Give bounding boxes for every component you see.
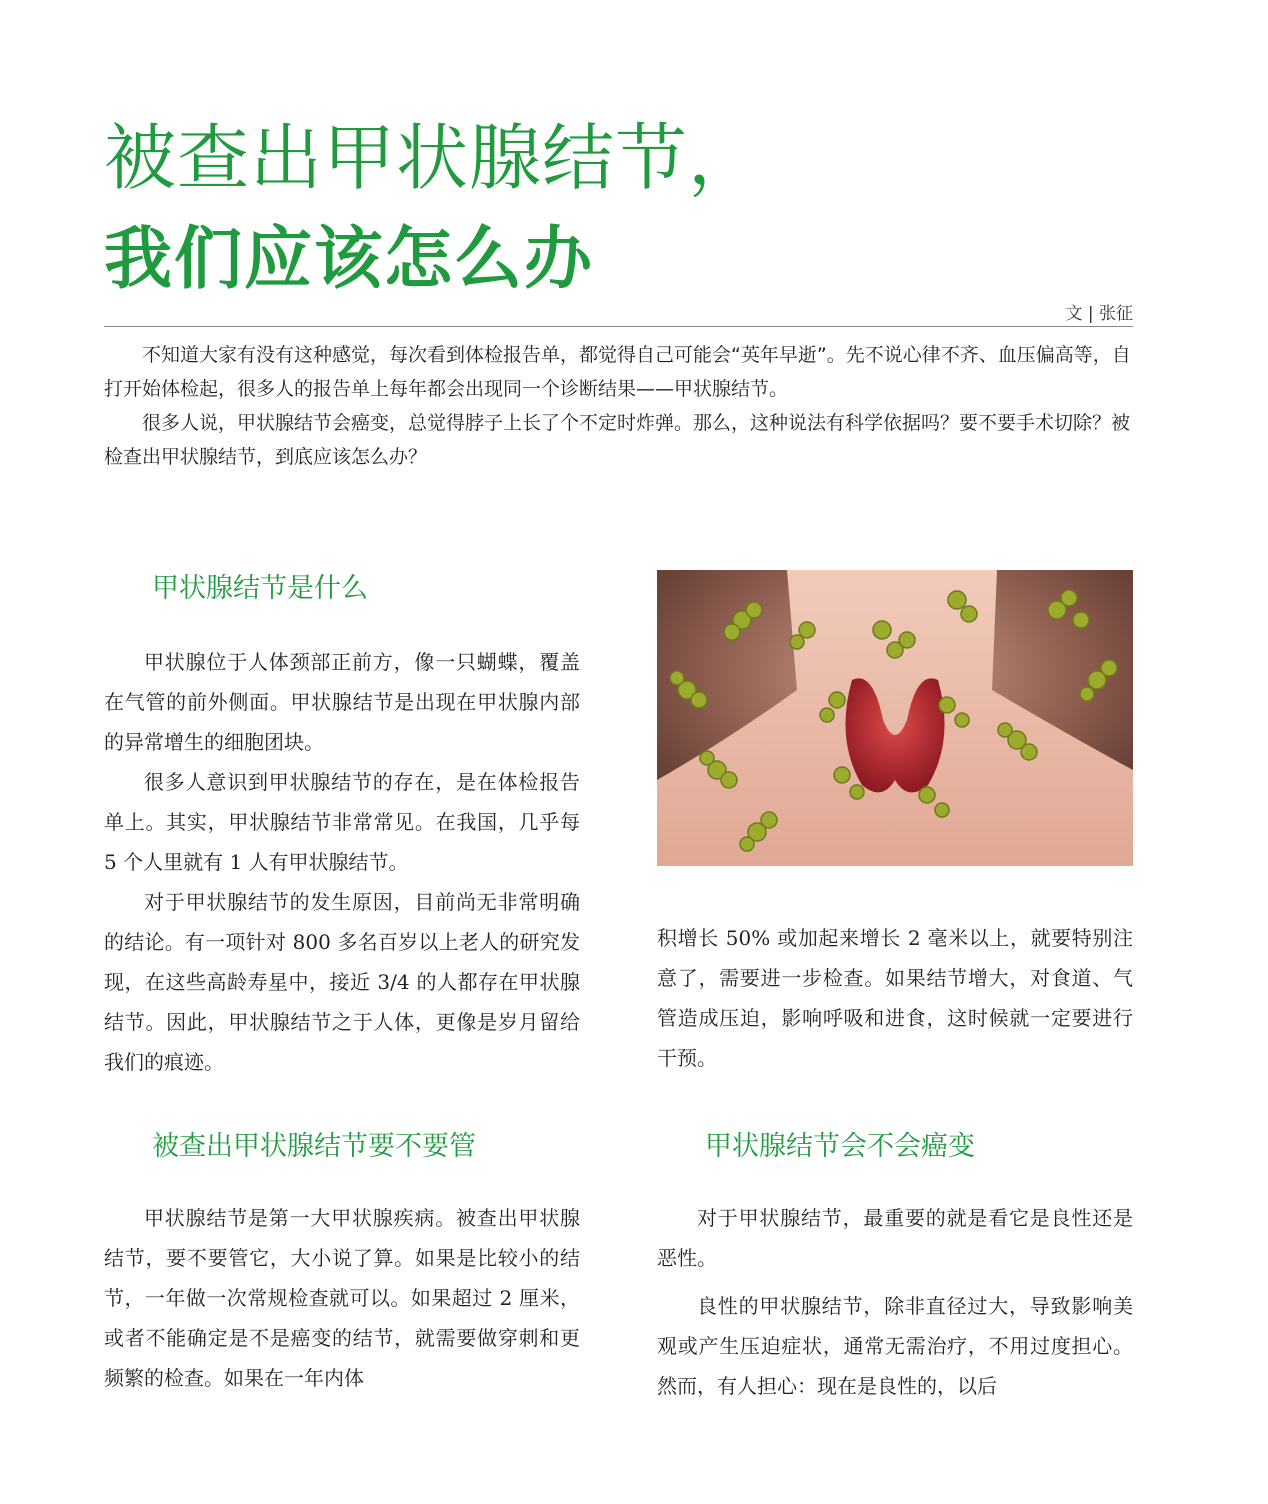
body-paragraph: 很多人意识到甲状腺结节的存在，是在体检报告单上。其实，甲状腺结节非常常见。在我国，几乎每 5 个人里就有 1 人有甲状腺结节。	[104, 770, 580, 874]
body-paragraph: 对于甲状腺结节的发生原因，目前尚无非常明确的结论。有一项针对 800 多名百岁以上老人的研究发现，在这些高龄寿星中，接近 3/4 的人都存在甲状腺结节。因此，甲状腺结节之于人体，更像是岁月留给我们的痕迹。	[104, 890, 580, 1074]
section-heading-manage: 被查出甲状腺结节要不要管	[152, 1131, 476, 1162]
intro-paragraph: 很多人说，甲状腺结节会癌变，总觉得脖子上长了个不定时炸弹。那么，这种说法有科学依据吗？要不要手术切除？被检查出甲状腺结节，到底应该怎么办？	[104, 412, 1131, 468]
section-heading-what: 甲状腺结节是什么	[152, 573, 368, 604]
intro	[104, 338, 1136, 474]
article-title-line1: 被查出甲状腺结节，	[104, 116, 762, 200]
section-manage-body-continued	[657, 918, 1133, 1078]
body-paragraph: 对于甲状腺结节，最重要的就是看它是良性还是恶性。	[657, 1206, 1133, 1270]
body-paragraph: 甲状腺位于人体颈部正前方，像一只蝴蝶，覆盖在气管的前外侧面。甲状腺结节是出现在甲状腺内部的异常增生的细胞团块。	[104, 650, 580, 754]
section-manage-body	[104, 1198, 580, 1398]
intro-paragraph: 不知道大家有没有这种感觉，每次看到体检报告单，都觉得自己可能会“英年早逝”。先不说心律不齐、血压偏高等，自打开始体检起，很多人的报告单上每年都会出现同一个诊断结果——甲状腺结节。	[104, 344, 1131, 400]
section-what-body	[104, 642, 580, 1082]
section-heading-cancer: 甲状腺结节会不会癌变	[705, 1131, 975, 1162]
thyroid-illustration	[657, 570, 1133, 866]
body-paragraph: 良性的甲状腺结节，除非直径过大，导致影响美观或产生压迫症状，通常无需治疗，不用过度担心。然而，有人担心：现在是良性的，以后	[657, 1294, 1133, 1398]
body-paragraph: 甲状腺结节是第一大甲状腺疾病。被查出甲状腺结节，要不要管它，大小说了算。如果是比较小的结节，一年做一次常规检查就可以。如果超过 2 厘米，或者不能确定是不是癌变的结节，就需要做穿刺和更频繁的检查。如果在一年内体	[104, 1206, 580, 1390]
body-paragraph: 积增长 50% 或加起来增长 2 毫米以上，就要特别注意了，需要进一步检查。如果结节增大，对食道、气管造成压迫，影响呼吸和进食，这时候就一定要进行干预。	[657, 926, 1133, 1070]
article-title-line2: 我们应该怎么办	[104, 220, 595, 299]
section-cancer-body	[657, 1198, 1133, 1406]
title-divider	[104, 326, 1133, 327]
byline: 文 | 张征	[1065, 304, 1133, 324]
